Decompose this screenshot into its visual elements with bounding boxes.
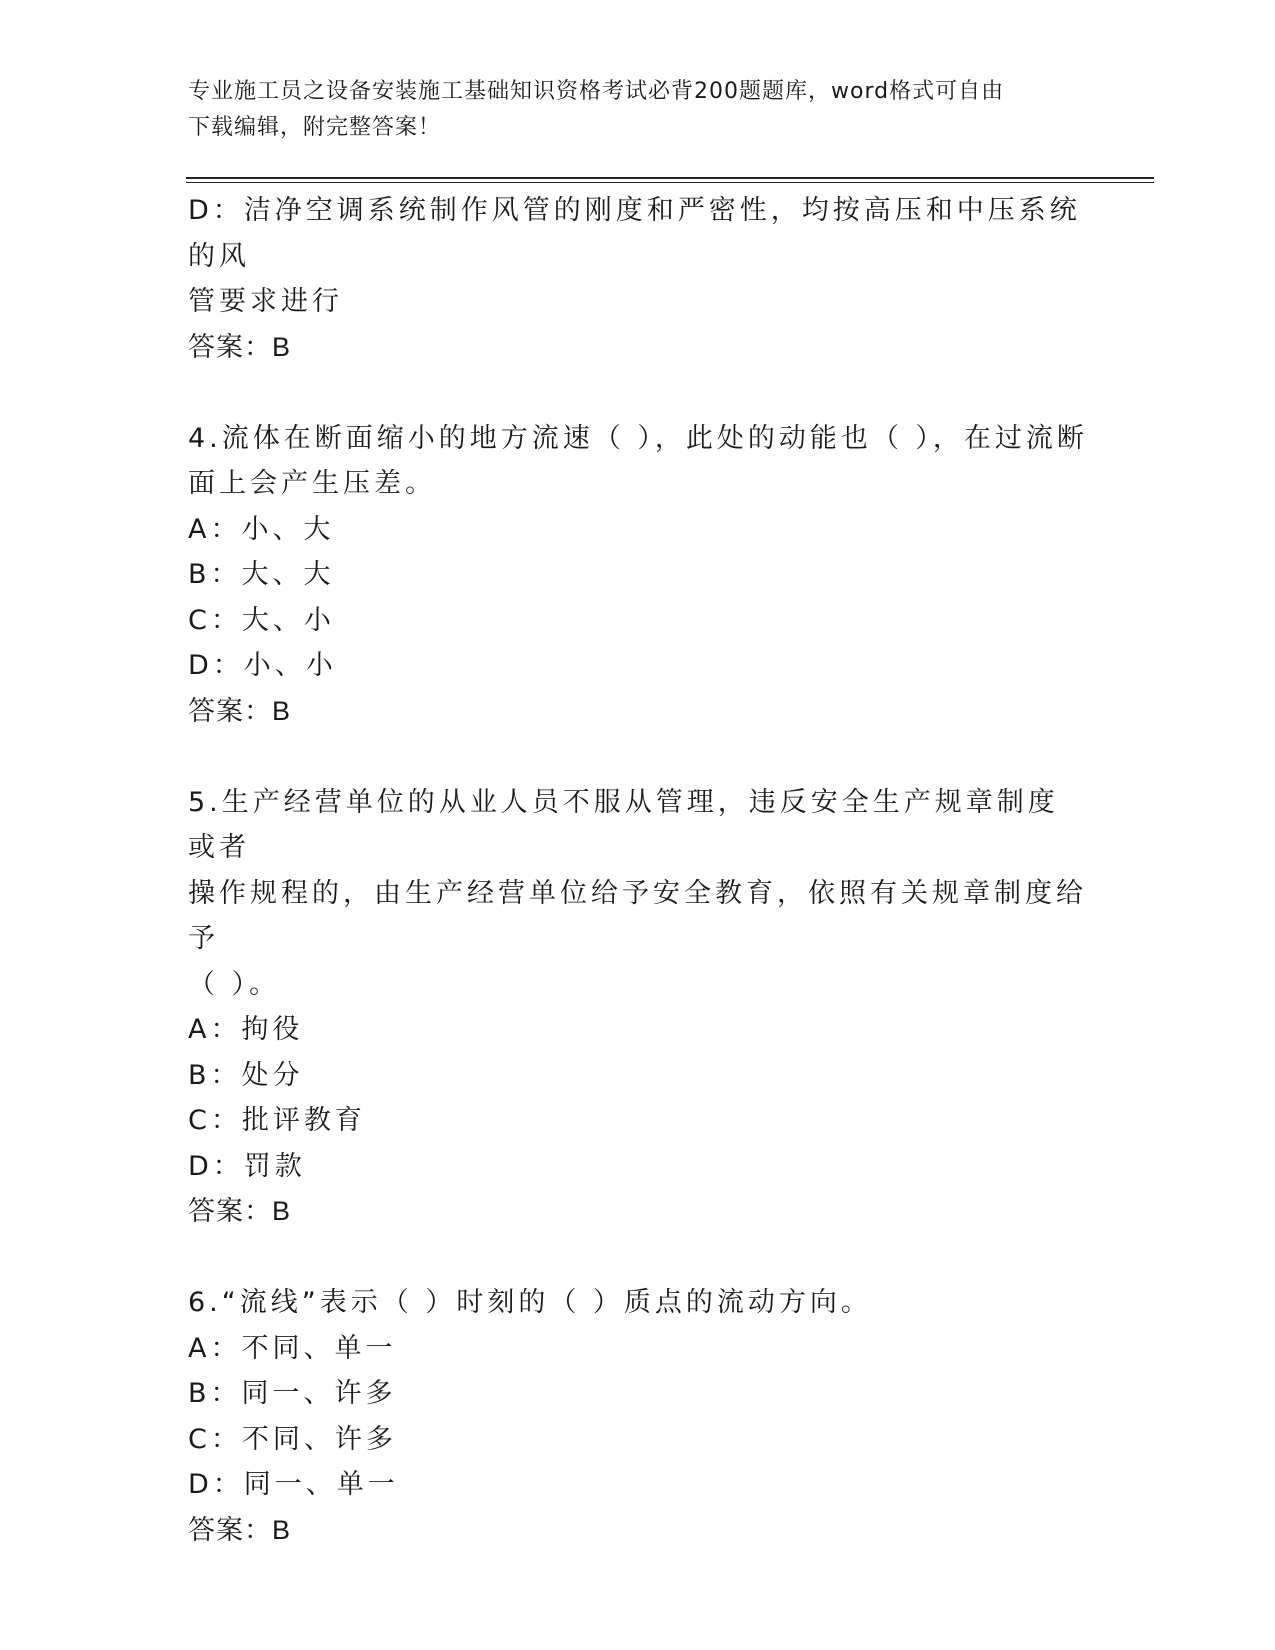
spacer [188,1235,1088,1281]
option-b: B：处分 [188,1059,304,1091]
header-divider [186,177,1154,179]
spacer [188,734,1088,780]
option-a: A：拘役 [188,1014,304,1045]
header-divider-thin [186,182,1154,183]
answer: 答案：B [188,331,292,362]
question-6 [188,1280,1088,1553]
option-d-continued: 管要求进行 [188,286,343,317]
page-header [188,74,1088,146]
question-stem: 5.生产经营单位的从业人员不服从管理，违反安全生产规章制度或者 [188,786,1059,863]
option-b: B：大、大 [188,559,335,590]
question-stem-continued: （ ）。 [188,968,281,1000]
answer: 答案：B [188,1514,292,1545]
option-b: B：同一、许多 [188,1378,397,1409]
spacer [188,370,1088,416]
option-c: C：批评教育 [188,1105,366,1136]
option-d: D：同一、单一 [188,1469,399,1500]
answer: 答案：B [188,1196,292,1226]
question-5 [188,780,1088,1235]
option-d: D：洁净空调系统制作风管的刚度和严密性，均按高压和中压系统的风 [188,195,1081,272]
header-line-1: 专业施工员之设备安装施工基础知识资格考试必背200题题库，word格式可自由 [188,79,1005,104]
option-a: A：不同、单一 [188,1332,397,1364]
question-3-tail [188,188,1088,370]
header-line-2: 下载编辑，附完整答案！ [188,115,442,140]
question-stem: 4.流体在断面缩小的地方流速（ ），此处的动能也（ ），在过流断 [188,422,1088,454]
option-c: C：不同、许多 [188,1423,397,1455]
option-c: C：大、小 [188,604,335,636]
answer: 答案：B [188,695,292,726]
question-stem-continued: 操作规程的，由生产经营单位给予安全教育，依照有关规章制度给予 [188,877,1087,954]
option-d: D：罚款 [188,1150,306,1182]
option-d: D：小、小 [188,650,337,681]
question-stem: 6.“流线”表示（ ）时刻的（ ）质点的流动方向。 [188,1287,872,1318]
option-a: A：小、大 [188,513,335,545]
document-body [188,188,1088,1553]
question-stem-continued: 面上会产生压差。 [188,468,436,499]
question-4 [188,416,1088,735]
